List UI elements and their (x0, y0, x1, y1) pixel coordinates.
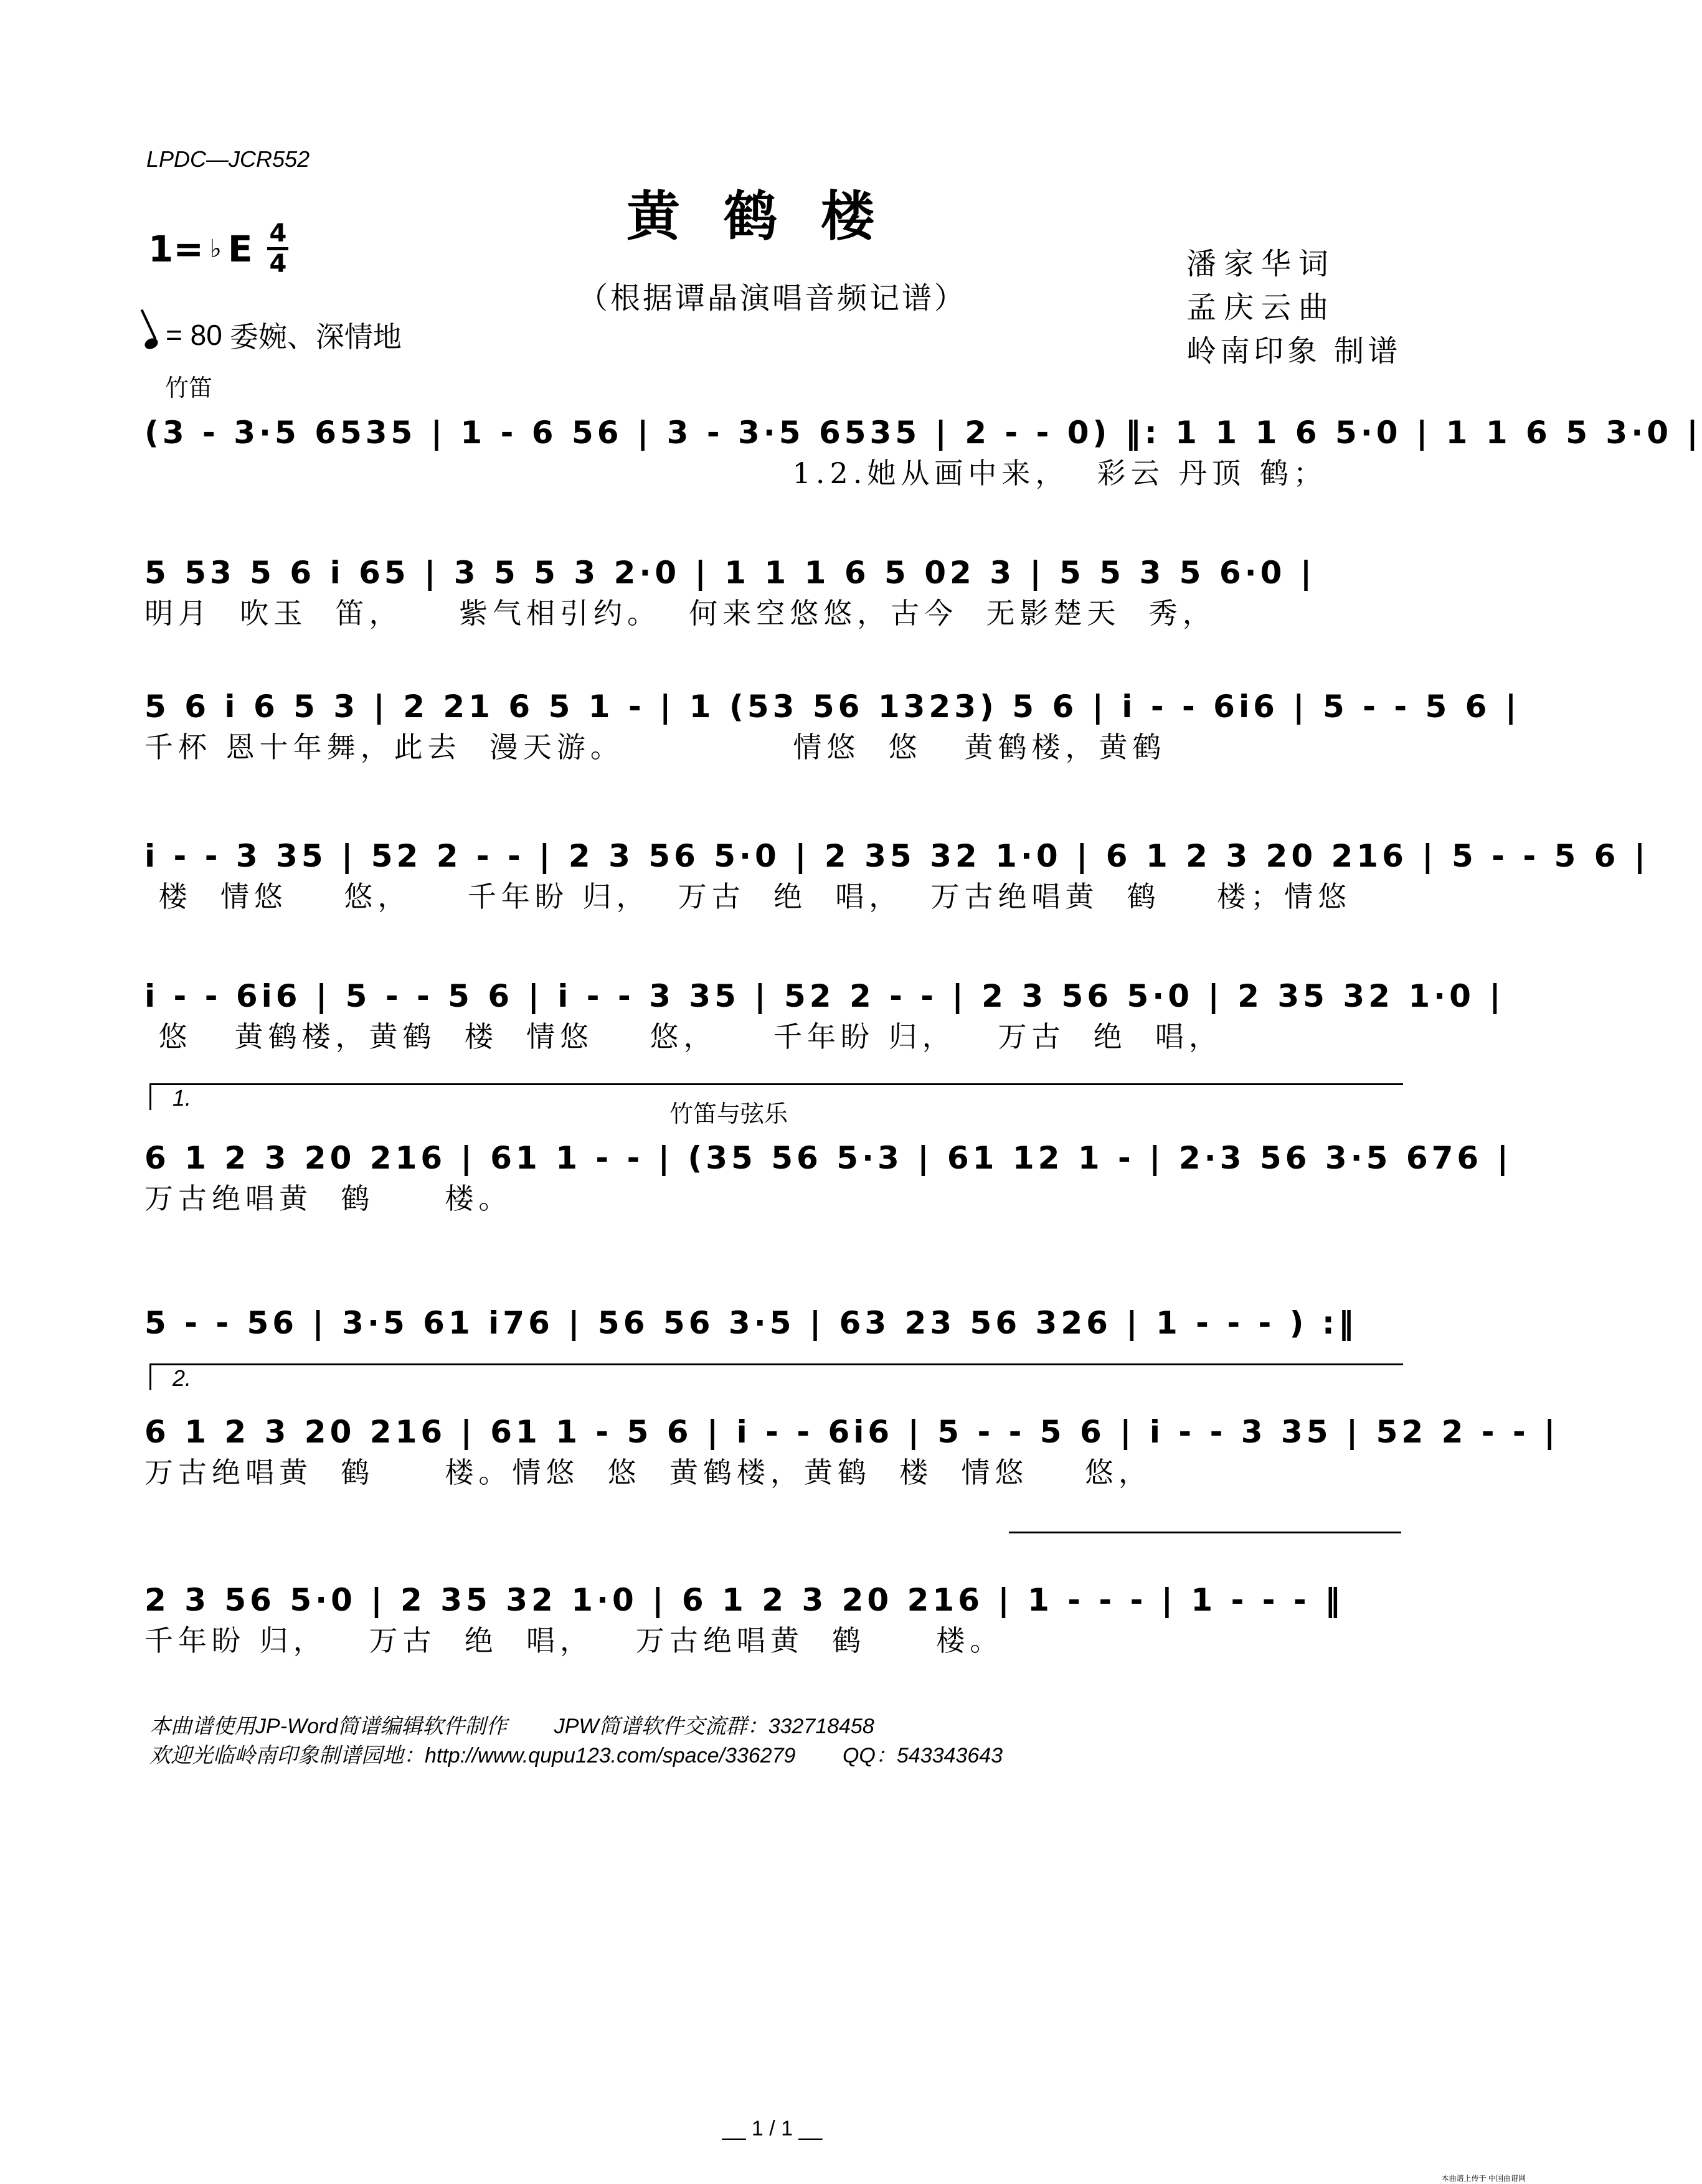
volta-bracket-2-end (1009, 1532, 1401, 1558)
time-top: 4 (269, 219, 287, 248)
music-line: i - - 3 35 | 52 2 - - | 2 3 56 5·0 | 2 35 32 1·0 | 6 1 2 3 20 216 | 5 - - 5 6 | (144, 838, 1650, 874)
watermark-text: 本曲谱上传于 中国曲谱网 (1441, 2174, 1526, 2183)
key-prefix: 1= (148, 227, 204, 270)
lyrics-line: 1.2.她从画中来， 彩云 丹顶 鹤； (144, 456, 1327, 490)
music-line: 6 1 2 3 20 216 | 61 1 - - | (35 56 5·3 | 61 12 1 - | 2·3 56 3·5 676 | (144, 1140, 1512, 1176)
song-title: 黄鹤楼 (626, 185, 918, 248)
page-number: __ 1 / 1 __ (722, 2117, 823, 2140)
lyrics-line: 明月 吹玉 笛， 紫气相引约。 何来空悠悠，古今 无影楚天 秀， (144, 596, 1216, 630)
score-system (144, 411, 1702, 492)
key-letter: E (227, 227, 253, 270)
instrument-label: 竹笛 (165, 375, 213, 402)
lyrics-line: 万古绝唱黄 鹤 楼。情悠 悠 黄鹤楼，黄鹤 楼 情悠 悠， (144, 1456, 1152, 1489)
time-signature (267, 221, 288, 276)
score-system (144, 834, 1650, 915)
expression-text: 委婉、深情地 (229, 321, 402, 353)
music-line: (3 - 3·5 6535 | 1 - 6 56 | 3 - 3·5 6535 | 2 - - 0) ‖: 1 1 1 6 5·0 | 1 1 6 5 3·0 | (144, 415, 1702, 451)
footer-line-1: 本曲谱使用JP-Word简谱编辑软件制作 JPW简谱软件交流群：332718458 (149, 1715, 874, 1738)
score-system (144, 974, 1505, 1055)
footer-line-2: 欢迎光临岭南印象制谱园地：http://www.qupu123.com/space/336279 QQ：543343643 (149, 1744, 1003, 1767)
composer-credit: 孟庆云曲 (1186, 290, 1336, 325)
music-line: 6 1 2 3 20 216 | 61 1 - 5 6 | i - - 6i6 | 5 - - 5 6 | i - - 3 35 | 52 2 - - | (144, 1414, 1559, 1450)
score-system (144, 1301, 1402, 1345)
score-system (144, 685, 1521, 766)
lyrics-line: 万古绝唱黄 鹤 楼。 (144, 1182, 513, 1215)
music-line: i - - 6i6 | 5 - - 5 6 | i - - 3 35 | 52 2 - - | 2 3 56 5·0 | 2 35 32 1·0 | (144, 978, 1505, 1014)
score-code: LPDC—JCR552 (146, 146, 310, 172)
lyrics-line: 楼 情悠 悠， 千年盼 归， 万古 绝 唱， 万古绝唱黄 鹤 楼；情悠 (144, 880, 1352, 913)
arranger-credit: 岭南印象 制谱 (1186, 334, 1402, 369)
volta-label: 2. (173, 1365, 192, 1391)
volta-label: 1. (173, 1085, 192, 1111)
score-system (144, 1136, 1512, 1217)
quarter-note-icon (143, 336, 160, 351)
lyrics-line: 千年盼 归， 万古 绝 唱， 万古绝唱黄 鹤 楼。 (144, 1624, 1004, 1657)
music-line: 5 - - 56 | 3·5 61 i76 | 56 56 3·5 | 63 23 56 326 | 1 - - - ) :‖ (144, 1305, 1358, 1341)
key-signature (148, 221, 288, 276)
score-system (144, 1410, 1559, 1491)
tempo-marking (144, 314, 402, 355)
lyricist-credit: 潘家华词 (1186, 247, 1336, 281)
music-line: 5 6 i 6 5 3 | 2 21 6 5 1 - | 1 (53 56 1323) 5 6 | i - - 6i6 | 5 - - 5 6 | (144, 689, 1521, 725)
score-system (144, 1578, 1402, 1659)
music-line: 2 3 56 5·0 | 2 35 32 1·0 | 6 1 2 3 20 216 | 1 - - - | 1 - - - ‖ (144, 1582, 1345, 1618)
volta-bracket-2 (149, 1363, 1403, 1390)
instrument-label: 竹笛与弦乐 (669, 1101, 788, 1127)
lyrics-line: 悠 黄鹤楼，黄鹤 楼 情悠 悠， 千年盼 归， 万古 绝 唱， (144, 1020, 1222, 1053)
time-bottom: 4 (269, 250, 287, 278)
song-subtitle: （根据谭晶演唱音频记谱） (577, 281, 967, 316)
tempo-value: = 80 (166, 319, 222, 351)
music-line: 5 53 5 6 i 65 | 3 5 5 3 2·0 | 1 1 1 6 5 02 3 | 5 5 3 5 6·0 | (144, 555, 1316, 591)
key-flat: ♭ (209, 234, 222, 263)
score-system (144, 551, 1402, 632)
lyrics-line: 千杯 恩十年舞，此去 漫天游。 情悠 悠 黄鹤楼，黄鹤 (144, 730, 1166, 764)
